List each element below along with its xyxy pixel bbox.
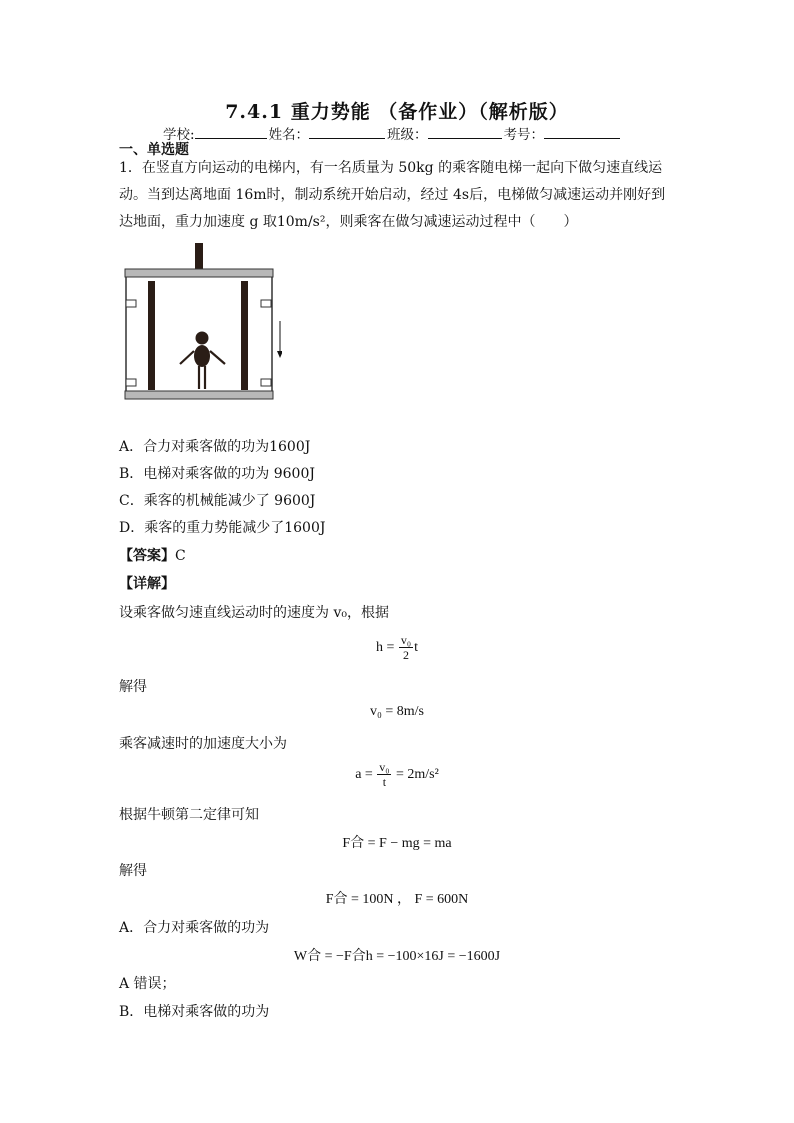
- equation-3-lhs: a =: [355, 767, 373, 783]
- document-title: 7.4.1 重力势能 （备作业）（解析版）: [225, 101, 569, 123]
- solution-line-4: 根据牛顿第二定律可知: [119, 807, 259, 823]
- class-label: 班级：: [387, 127, 428, 143]
- equation-6: W合 = −F合h = −100×16J = −1600J: [293, 949, 501, 964]
- solution-line-2: 解得: [119, 679, 147, 695]
- student-info-row: [163, 123, 622, 143]
- equation-1-lhs: h =: [376, 640, 395, 656]
- elevator-left-rail: [148, 281, 155, 390]
- equation-2: v₀ = 8m/s: [369, 704, 424, 719]
- passenger-figure: [180, 332, 225, 390]
- class-blank[interactable]: [428, 126, 502, 139]
- exam-number-blank[interactable]: [544, 126, 620, 139]
- solution-line-6: A．合力对乘客做的功为: [119, 920, 270, 936]
- equation-3-tail: = 2m/s²: [395, 767, 439, 783]
- option-c: C．乘客的机械能减少了 9600J: [119, 493, 316, 509]
- equation-3-fraction: $\frac{\text{v₀}}{t}$: [379, 760, 390, 789]
- answer-label: 【答案】: [119, 548, 175, 564]
- solution-line-5: 解得: [119, 863, 147, 879]
- elevator-top-beam: [125, 269, 273, 277]
- equation-1-fraction: $\frac{\text{v₀}}{2}$: [400, 633, 412, 662]
- answer-line: [119, 545, 186, 565]
- equation-4: F合 = F − mg = ma: [342, 836, 452, 851]
- solution-line-8: B．电梯对乘客做的功为: [119, 1004, 270, 1020]
- elevator-diagram: [122, 243, 282, 403]
- elevator-floor-beam: [125, 391, 273, 399]
- section-heading: 一、单选题: [119, 142, 189, 158]
- option-a: A．合力对乘客做的功为1600J: [119, 439, 311, 455]
- solution-line-3: 乘客减速时的加速度大小为: [119, 736, 287, 752]
- answer-value: C: [175, 548, 186, 564]
- detail-label: 【详解】: [119, 576, 175, 592]
- school-blank[interactable]: [195, 126, 267, 139]
- equation-1-tail: t: [414, 640, 418, 656]
- name-label: 姓名：: [268, 127, 310, 143]
- exam-number-label: 考号：: [503, 127, 545, 143]
- down-arrow-icon: [277, 321, 282, 358]
- option-b: B．电梯对乘客做的功为 9600J: [119, 466, 315, 482]
- equation-5: F合 = 100N ， F = 600N: [325, 892, 469, 907]
- solution-line-7: A 错误；: [119, 976, 176, 992]
- equation-3: [0, 761, 794, 789]
- elevator-right-rail: [241, 281, 248, 390]
- name-blank[interactable]: [309, 126, 385, 139]
- equation-1: [0, 634, 794, 662]
- elevator-cable: [195, 243, 203, 269]
- option-d: D．乘客的重力势能减少了1600J: [119, 520, 326, 536]
- solution-line-1: 设乘客做匀速直线运动时的速度为 v₀，根据: [119, 605, 389, 621]
- school-label: 学校:: [163, 127, 195, 143]
- question-stem: 1．在竖直方向运动的电梯内，有一名质量为 50kg 的乘客随电梯一起向下做匀速直线运动。当到达离地面 16m时，制动系统开始启动，经过 4s后，电梯做匀减速运动并刚好到达地面，重力加速度 g 取10m/s²，则乘客在做匀减速运动过程中（ ）: [119, 160, 666, 230]
